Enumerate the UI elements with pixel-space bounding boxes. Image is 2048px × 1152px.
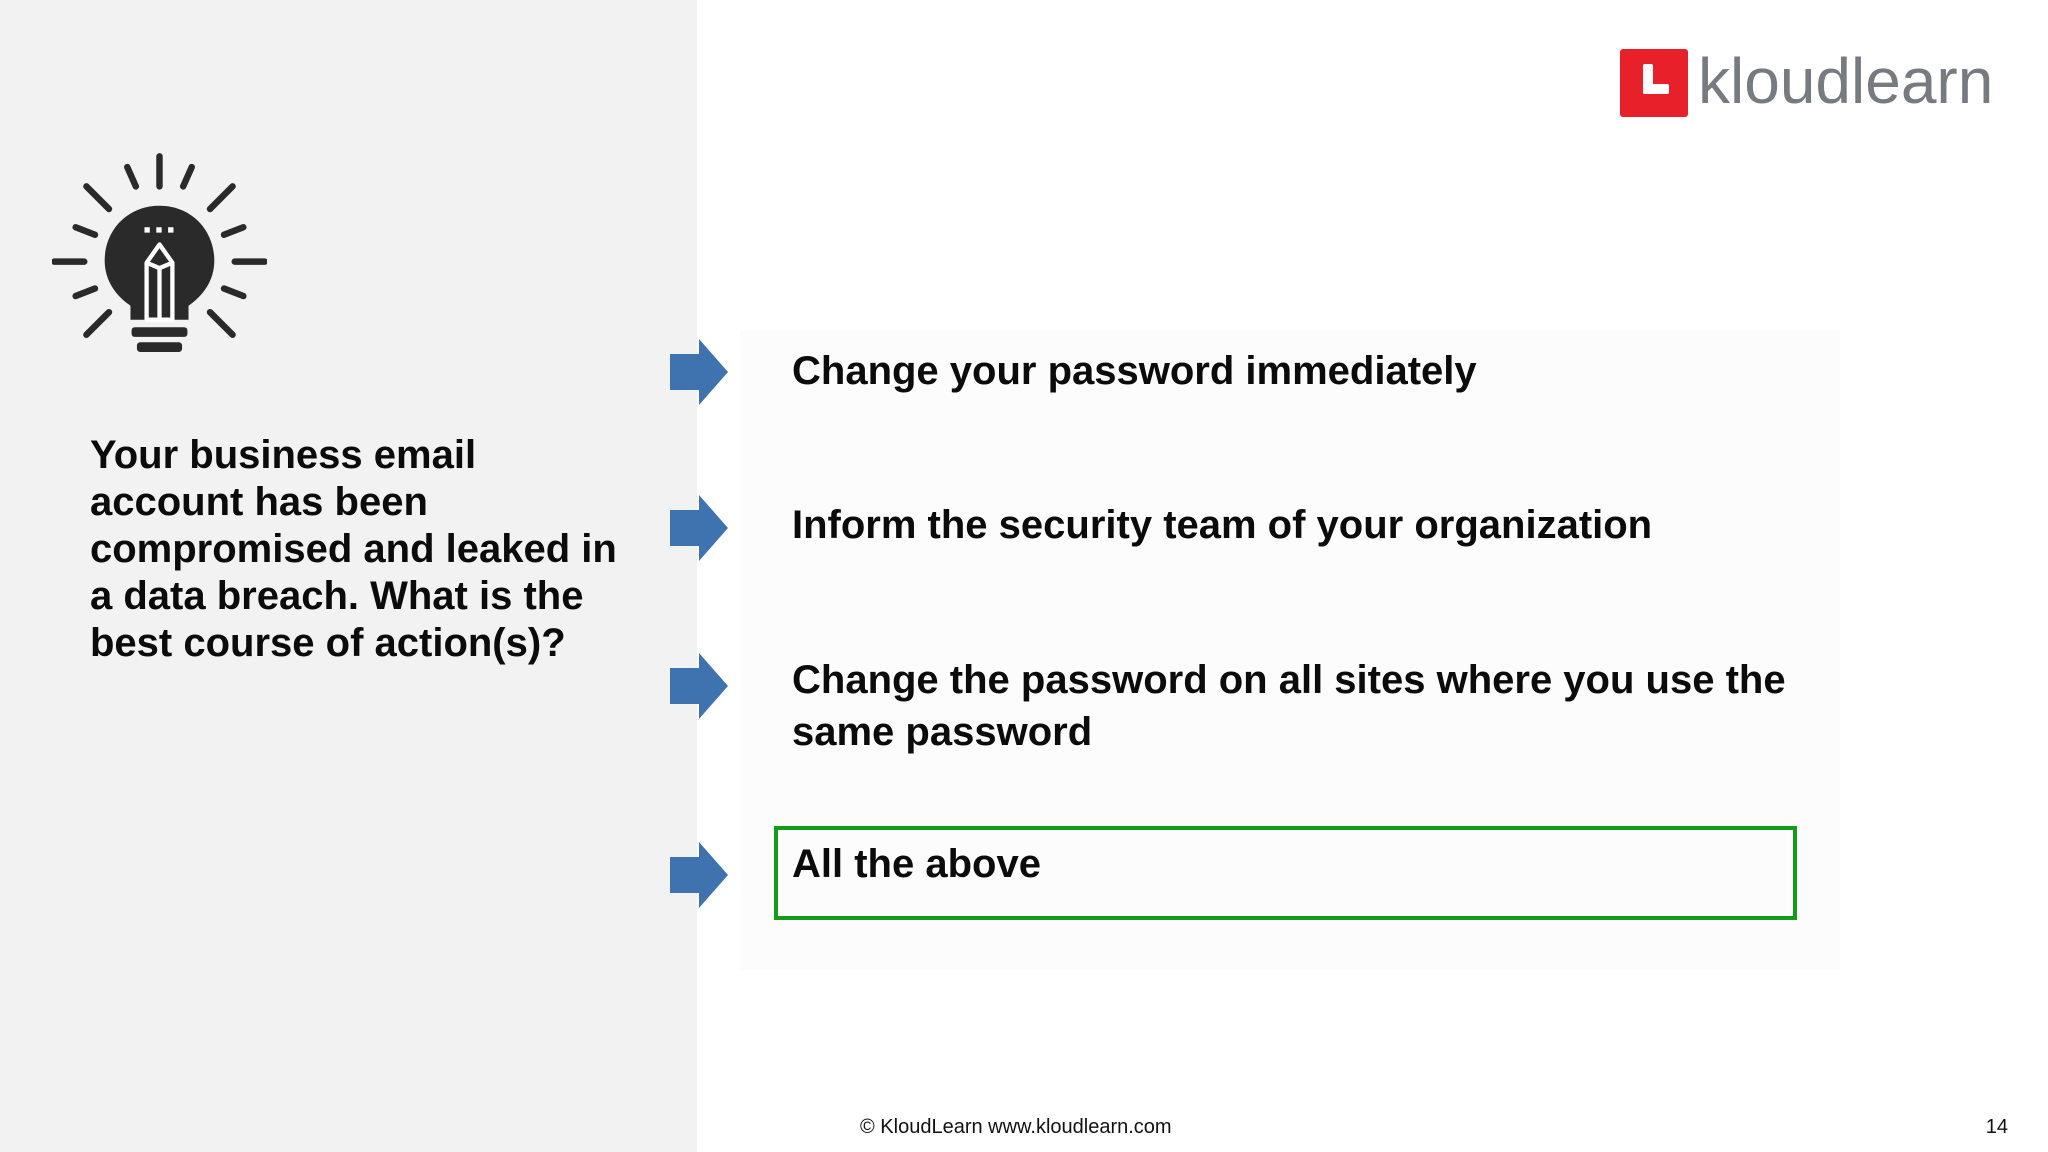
option-3: Change the password on all sites where you use the same password (792, 658, 1786, 754)
arrow-right-icon (670, 842, 728, 908)
arrow-right-icon (670, 653, 728, 719)
option-4: All the above (792, 842, 1041, 886)
arrow-right-icon (670, 495, 728, 561)
kloudlearn-logo-mark-icon (1620, 49, 1688, 117)
footer-copyright: © KloudLearn www.kloudlearn.com (860, 1116, 1172, 1138)
page-number: 14 (1985, 1116, 2008, 1138)
option-2: Inform the security team of your organization (792, 503, 1653, 547)
question-text: Your business email account has been compromised and leaked in a data breach. What is the best course of action(s)? (90, 433, 617, 665)
option-1: Change your password immediately (792, 349, 1477, 393)
lightbulb-pencil-icon (52, 152, 267, 367)
kloudlearn-logo (1620, 45, 2010, 121)
arrow-right-icon (670, 339, 728, 405)
logo-text: kloudlearn (1698, 45, 1994, 117)
